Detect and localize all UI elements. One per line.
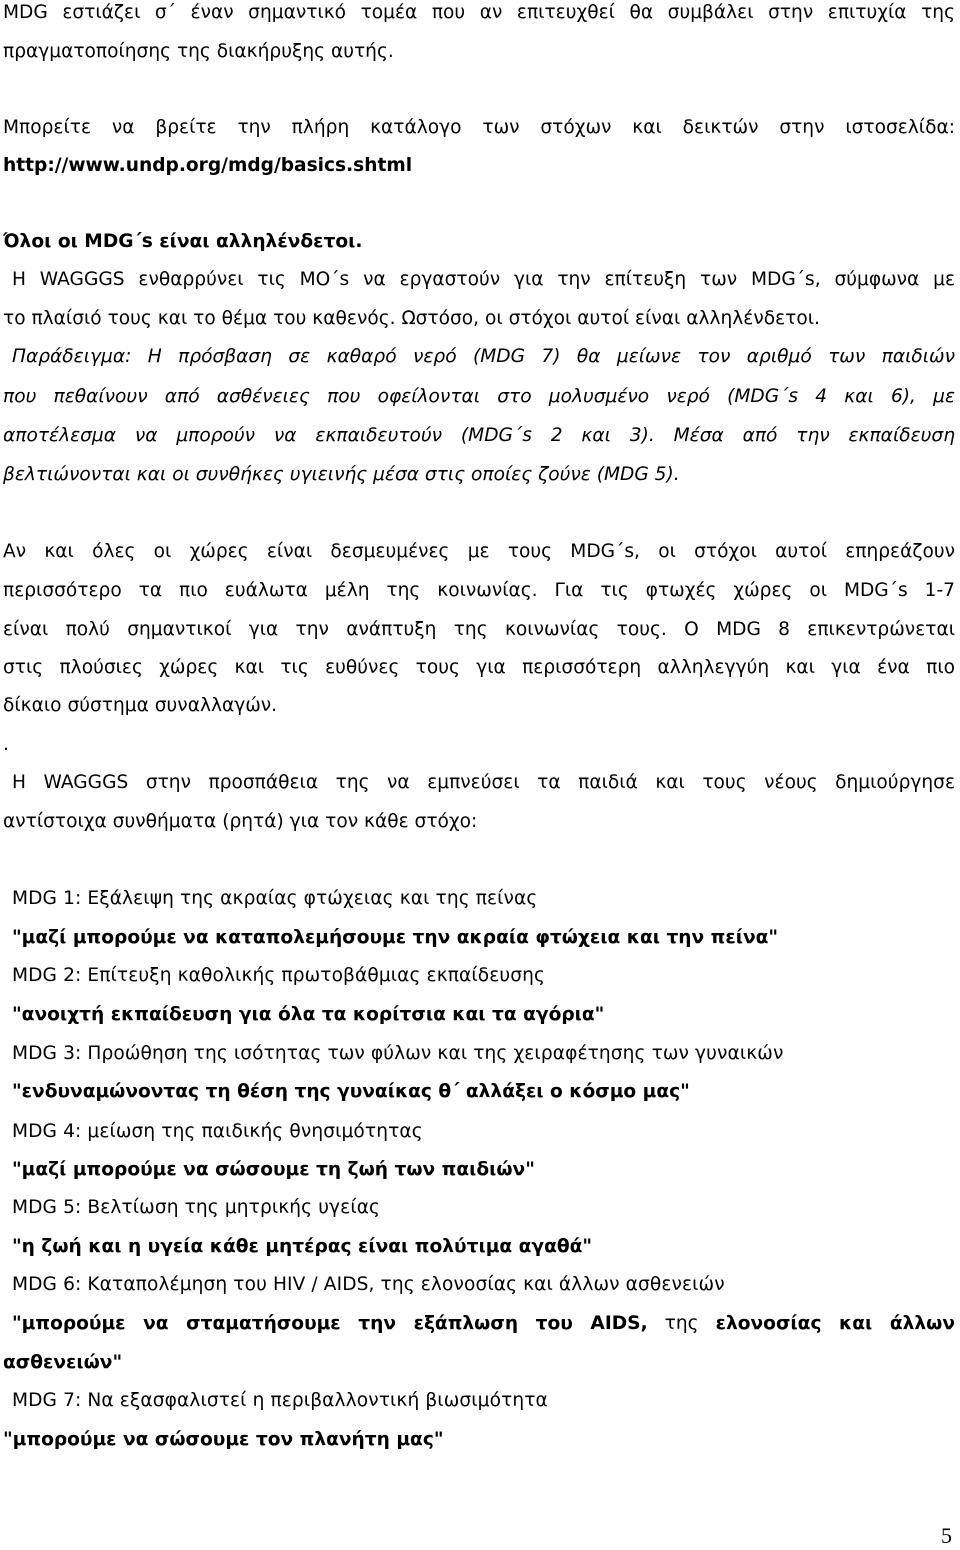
- goal-7-slogan: "μπορούμε να σώσουμε τον πλανήτη μας": [3, 1429, 444, 1450]
- goal-6-slogan-line-2: ασθενειών": [3, 1352, 123, 1373]
- example-line-4: βελτιώνονται και οι συνθήκες υγιεινής μέσα στις οποίες ζούνε (MDG 5).: [3, 464, 680, 485]
- countries-line-4: στις πλούσιες χώρες και τις ευθύνες τους για περισσότερη αλληλεγγύη και για ένα πιο: [3, 657, 955, 678]
- interconnected-line-2: το πλαίσιό τους και το θέμα του καθενός. Ωστόσο, οι στόχοι αυτοί είναι αλληλένδετοι.: [3, 308, 820, 329]
- link-line-1: Μπορείτε να βρείτε την πλήρη κατάλογο των στόχων και δεικτών στην ιστοσελίδα:: [3, 117, 955, 138]
- countries-line-2: περισσότερο τα πιο ευάλωτα μέλη της κοινωνίας. Για τις φτωχές χώρες οι MDG΄s 1-7: [3, 580, 955, 601]
- goal-7-title: MDG 7: Να εξασφαλιστεί η περιβαλλοντική βιωσιμότητα: [12, 1390, 548, 1411]
- goal-6-slogan: [12, 1312, 955, 1336]
- intro-line-2: πραγματοποίησης της διακήρυξης αυτής.: [3, 41, 394, 62]
- slogans-line-2: αντίστοιχα συνθήματα (ρητά) για τον κάθε στόχο:: [3, 811, 478, 832]
- goal-4-slogan: "μαζί μπορούμε να σώσουμε τη ζωή των παιδιών": [12, 1159, 535, 1180]
- example-line-2: που πεθαίνουν από ασθένειες που οφείλονται στο μολυσμένο νερό (MDG΄s 4 και 6), με: [3, 386, 955, 407]
- page-number: 5: [941, 1523, 952, 1548]
- countries-dot: .: [3, 734, 9, 755]
- goal-5-title: MDG 5: Βελτίωση της μητρικής υγείας: [12, 1197, 381, 1218]
- goal-1-title: MDG 1: Εξάλειψη της ακραίας φτώχειας και της πείνας: [12, 888, 538, 909]
- goal-2-title: MDG 2: Επίτευξη καθολικής πρωτοβάθμιας εκπαίδευσης: [12, 965, 546, 986]
- intro-line-1: MDG εστιάζει σ΄ έναν σημαντικό τομέα που αν επιτευχθεί θα συμβάλει στην επιτυχία της: [3, 2, 955, 23]
- countries-line-3: είναι πολύ σημαντικοί για την ανάπτυξη της κοινωνίας τους. Ο MDG 8 επικεντρώνεται: [3, 619, 955, 640]
- example-line-3: αποτέλεσμα να μπορούν να εκπαιδευτούν (MDG΄s 2 και 3). Μέσα από την εκπαίδευση: [3, 425, 955, 446]
- goal-6-slogan-part-3: ελονοσίας και άλλων: [715, 1313, 955, 1334]
- goal-1-slogan: "μαζί μπορούμε να καταπολεμήσουμε την ακραία φτώχεια και την πείνα": [12, 927, 779, 948]
- goal-4-title: MDG 4: μείωση της παιδικής θνησιμότητας: [12, 1121, 423, 1142]
- countries-line-5: δίκαιο σύστημα συναλλαγών.: [3, 695, 278, 716]
- goal-6-slogan-part-1: "μπορούμε να σταματήσουμε την εξάπλωση του AIDS,: [12, 1313, 648, 1334]
- slogans-line-1: Η WAGGGS στην προσπάθεια της να εμπνεύσει τα παιδιά και τους νέους δημιούργησε: [12, 772, 955, 793]
- link-url[interactable]: http://www.undp.org/mdg/basics.shtml: [3, 155, 413, 176]
- goal-5-slogan: "η ζωή και η υγεία κάθε μητέρας είναι πολύτιμα αγαθά": [12, 1236, 593, 1257]
- example-line-1: Παράδειγμα: Η πρόσβαση σε καθαρό νερό (MDG 7) θα μείωνε τον αριθμό των παιδιών: [12, 346, 955, 367]
- goal-6-slogan-part-2: της: [664, 1313, 699, 1334]
- interconnected-line-1: Η WAGGGS ενθαρρύνει τις ΜΟ΄s να εργαστούν για την επίτευξη των MDG΄s, σύμφωνα με: [12, 269, 955, 290]
- interconnected-heading: Όλοι οι MDG΄s είναι αλληλένδετοι.: [3, 231, 363, 252]
- goal-3-slogan: "ενδυναμώνοντας τη θέση της γυναίκας θ΄ αλλάξει ο κόσμο μας": [12, 1081, 690, 1102]
- countries-line-1: Αν και όλες οι χώρες είναι δεσμευμένες με τους MDG΄s, οι στόχοι αυτοί επηρεάζουν: [3, 541, 955, 562]
- goal-6-title: MDG 6: Καταπολέμηση του HIV / AIDS, της ελονοσίας και άλλων ασθενειών: [12, 1274, 725, 1295]
- goal-3-title: MDG 3: Προώθηση της ισότητας των φύλων και της χειραφέτησης των γυναικών: [12, 1043, 784, 1064]
- goal-2-slogan: "ανοιχτή εκπαίδευση για όλα τα κορίτσια και τα αγόρια": [12, 1004, 605, 1025]
